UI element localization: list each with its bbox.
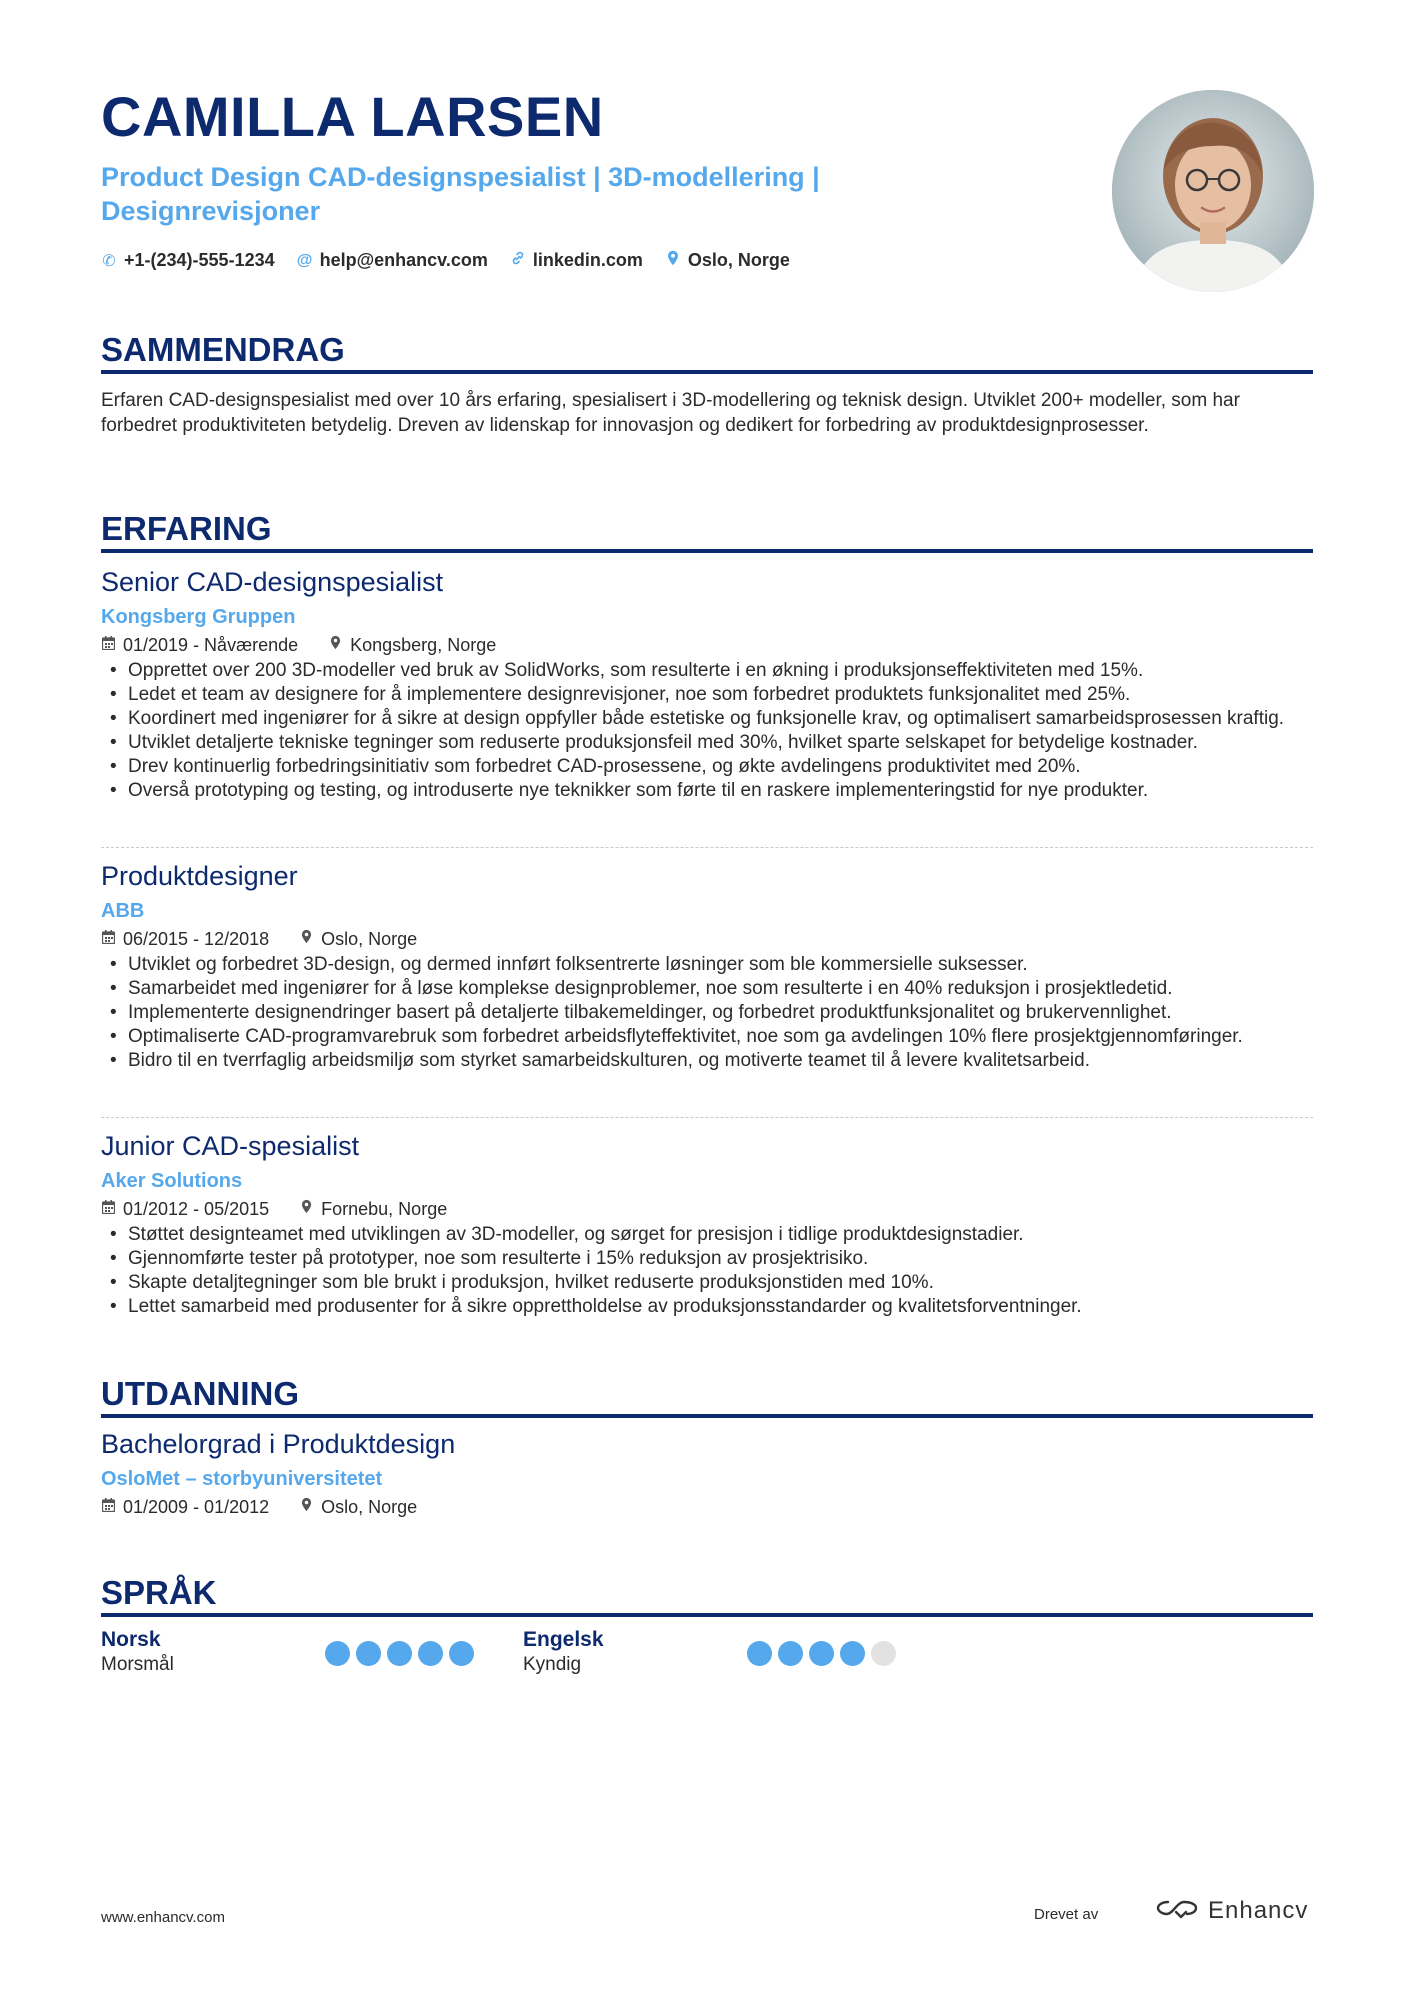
job-meta	[101, 927, 1313, 951]
education-heading: UTDANNING	[101, 1375, 299, 1412]
map-pin-icon	[665, 250, 681, 271]
job-location	[328, 633, 496, 657]
rating-dot-filled	[840, 1641, 865, 1666]
candidate-name: CAMILLA LARSEN	[101, 85, 604, 148]
bullet-item: • Drev kontinuerlig forbedringsinitiativ som forbedret CAD-prosessene, og økte avdelingens produktivitet med 20%.	[101, 755, 1313, 779]
bullet-item: • Koordinert med ingeniører for å sikre at design oppfyller både estetiske og funksjonelle krav, og optimalisert samarbeidsprosessen kraftig.	[101, 707, 1313, 731]
rating-dot-empty	[871, 1641, 896, 1666]
calendar-icon	[101, 927, 115, 951]
school-name: OsloMet – storbyuniversitetet	[101, 1468, 383, 1490]
map-pin-icon	[328, 633, 342, 657]
company-name: ABB	[101, 900, 145, 922]
job-dates	[101, 927, 269, 951]
resume-header	[101, 82, 1101, 271]
job-bullets	[101, 1223, 1313, 1319]
company-name: Aker Solutions	[101, 1170, 243, 1192]
job-title: Produktdesigner	[101, 861, 298, 891]
job-location-text: Fornebu, Norge	[321, 1199, 448, 1219]
bullet-item: • Samarbeidet med ingeniører for å løse komplekse designproblemer, noe som resulterte i en 40% reduksjon i prosjektledetid.	[101, 977, 1313, 1001]
bullet-item: • Overså prototyping og testing, og introduserte nye teknikker som førte til en raskere implementeringstid for nye produkter.	[101, 779, 1313, 803]
bullet-item: • Gjennomførte tester på prototyper, noe som resulterte i 15% reduksjon av prosjektrisiko.	[101, 1247, 1313, 1271]
rating-dot-filled	[387, 1641, 412, 1666]
bullet-item: • Bidro til en tverrfaglig arbeidsmiljø som styrket samarbeidskulturen, og motiverte teamet til å levere kvalitetsarbeid.	[101, 1049, 1313, 1073]
rating-dot-filled	[356, 1641, 381, 1666]
job-dates-text: 01/2012 - 05/2015	[123, 1199, 270, 1219]
experience-rule	[101, 549, 1313, 553]
job-location	[299, 1197, 447, 1221]
rating-dot-filled	[325, 1641, 350, 1666]
calendar-icon	[101, 1197, 115, 1221]
job-dates-text: 01/2019 - Nåværende	[123, 635, 299, 655]
email-text: help@enhancv.com	[319, 250, 488, 270]
education-dates	[101, 1495, 269, 1519]
phone-text: +1-(234)-555-1234	[124, 250, 275, 270]
job-dates	[101, 1197, 269, 1221]
language-item	[101, 1627, 521, 1677]
enhancv-logo[interactable]	[1154, 1896, 1308, 1925]
languages-heading: SPRÅK	[101, 1574, 217, 1611]
enhancv-logo-icon	[1154, 1896, 1200, 1925]
rating-dot-filled	[747, 1641, 772, 1666]
job-divider	[101, 1117, 1313, 1118]
language-rating	[325, 1641, 474, 1666]
at-icon: @	[296, 251, 313, 269]
education-dates-text: 01/2009 - 01/2012	[123, 1497, 270, 1517]
education-location-text: Oslo, Norge	[321, 1497, 418, 1517]
bullet-item: • Utviklet detaljerte tekniske tegninger som reduserte produksjonsfeil med 30%, hvilket sparte selskapet for betydelige kostnader.	[101, 731, 1313, 755]
summary-rule	[101, 370, 1313, 374]
job-dates	[101, 633, 298, 657]
rating-dot-filled	[449, 1641, 474, 1666]
map-pin-icon	[299, 1495, 313, 1519]
degree-title: Bachelorgrad i Produktdesign	[101, 1429, 456, 1459]
calendar-icon	[101, 1495, 115, 1519]
summary-heading: SAMMENDRAG	[101, 331, 345, 368]
company-name: Kongsberg Gruppen	[101, 606, 296, 628]
bullet-item: • Skapte detaljtegninger som ble brukt i produksjon, hvilket reduserte produksjonstiden med 10%.	[101, 1271, 1313, 1295]
candidate-headline: Product Design CAD-designspesialist | 3D-modellering | Designrevisjoner	[101, 162, 820, 226]
location-text: Oslo, Norge	[687, 250, 790, 270]
languages-rule	[101, 1613, 1313, 1617]
contact-bar	[101, 250, 1101, 271]
profile-photo	[1112, 90, 1314, 292]
job-entry	[101, 859, 1313, 1073]
language-level: Morsmål	[101, 1654, 174, 1675]
contact-location	[665, 250, 790, 271]
bullet-item: • Implementerte designendringer basert på detaljerte tilbakemeldinger, og forbedret produktfunksjonalitet og brukervennlighet.	[101, 1001, 1313, 1025]
bullet-item: • Optimaliserte CAD-programvarebruk som forbedret arbeidsflyteffektivitet, noe som ga avdelingen 10% flere prosjektgjennomføringer.	[101, 1025, 1313, 1049]
language-item	[523, 1627, 943, 1677]
bullet-item: • Støttet designteamet med utviklingen av 3D-modeller, og sørget for presisjon i tidlige produktdesignstadier.	[101, 1223, 1313, 1247]
footer-url[interactable]: www.enhancv.com	[101, 1909, 225, 1926]
education-entry	[101, 1427, 1313, 1519]
bullet-item: • Lettet samarbeid med produsenter for å sikre opprettholdelse av produksjonsstandarder og kvalitetsforventninger.	[101, 1295, 1313, 1319]
job-dates-text: 06/2015 - 12/2018	[123, 929, 270, 949]
job-bullets	[101, 953, 1313, 1073]
job-location	[299, 927, 417, 951]
job-title: Senior CAD-designspesialist	[101, 567, 444, 597]
language-level: Kyndig	[523, 1654, 582, 1675]
job-meta	[101, 1197, 1313, 1221]
summary-text: Erfaren CAD-designspesialist med over 10 års erfaring, spesialisert i 3D-modellering og teknisk design. Utviklet 200+ modeller, som har forbedret produktiviteten betydelig. Dreven av lidenskap for innovasjon og dedikert for forbedring av produktdesignprosesser.	[101, 390, 1240, 436]
calendar-icon	[101, 633, 115, 657]
contact-email[interactable]	[297, 250, 488, 271]
bullet-item: • Opprettet over 200 3D-modeller ved bruk av SolidWorks, som resulterte i en økning i produksjonseffektiviteten med 15%.	[101, 659, 1313, 683]
job-meta	[101, 633, 1313, 657]
job-entry	[101, 1129, 1313, 1319]
footer-powered-by: Drevet av	[1034, 1906, 1099, 1923]
rating-dot-filled	[809, 1641, 834, 1666]
education-rule	[101, 1414, 1313, 1418]
contact-linkedin[interactable]	[510, 250, 643, 271]
job-entry	[101, 565, 1313, 803]
language-name: Norsk	[101, 1628, 161, 1651]
bullet-item: • Ledet et team av designere for å implementere designrevisjoner, noe som forbedret produktets funksjonalitet med 25%.	[101, 683, 1313, 707]
enhancv-logo-text: Enhancv	[1208, 1896, 1309, 1924]
education-meta	[101, 1495, 1313, 1519]
job-divider	[101, 847, 1313, 848]
rating-dot-filled	[418, 1641, 443, 1666]
map-pin-icon	[299, 1197, 313, 1221]
bullet-item: • Utviklet og forbedret 3D-design, og dermed innført folksentrerte løsninger som ble kommersielle suksesser.	[101, 953, 1313, 977]
contact-phone[interactable]	[101, 250, 275, 271]
language-name: Engelsk	[523, 1628, 604, 1651]
link-icon	[510, 250, 526, 271]
rating-dot-filled	[778, 1641, 803, 1666]
map-pin-icon	[299, 927, 313, 951]
experience-heading: ERFARING	[101, 510, 272, 547]
language-rating	[747, 1641, 896, 1666]
linkedin-text: linkedin.com	[532, 250, 643, 270]
job-bullets	[101, 659, 1313, 803]
job-location-text: Oslo, Norge	[321, 929, 418, 949]
job-title: Junior CAD-spesialist	[101, 1131, 360, 1161]
job-location-text: Kongsberg, Norge	[350, 635, 497, 655]
education-location	[299, 1495, 417, 1519]
phone-icon: ✆	[102, 252, 116, 270]
